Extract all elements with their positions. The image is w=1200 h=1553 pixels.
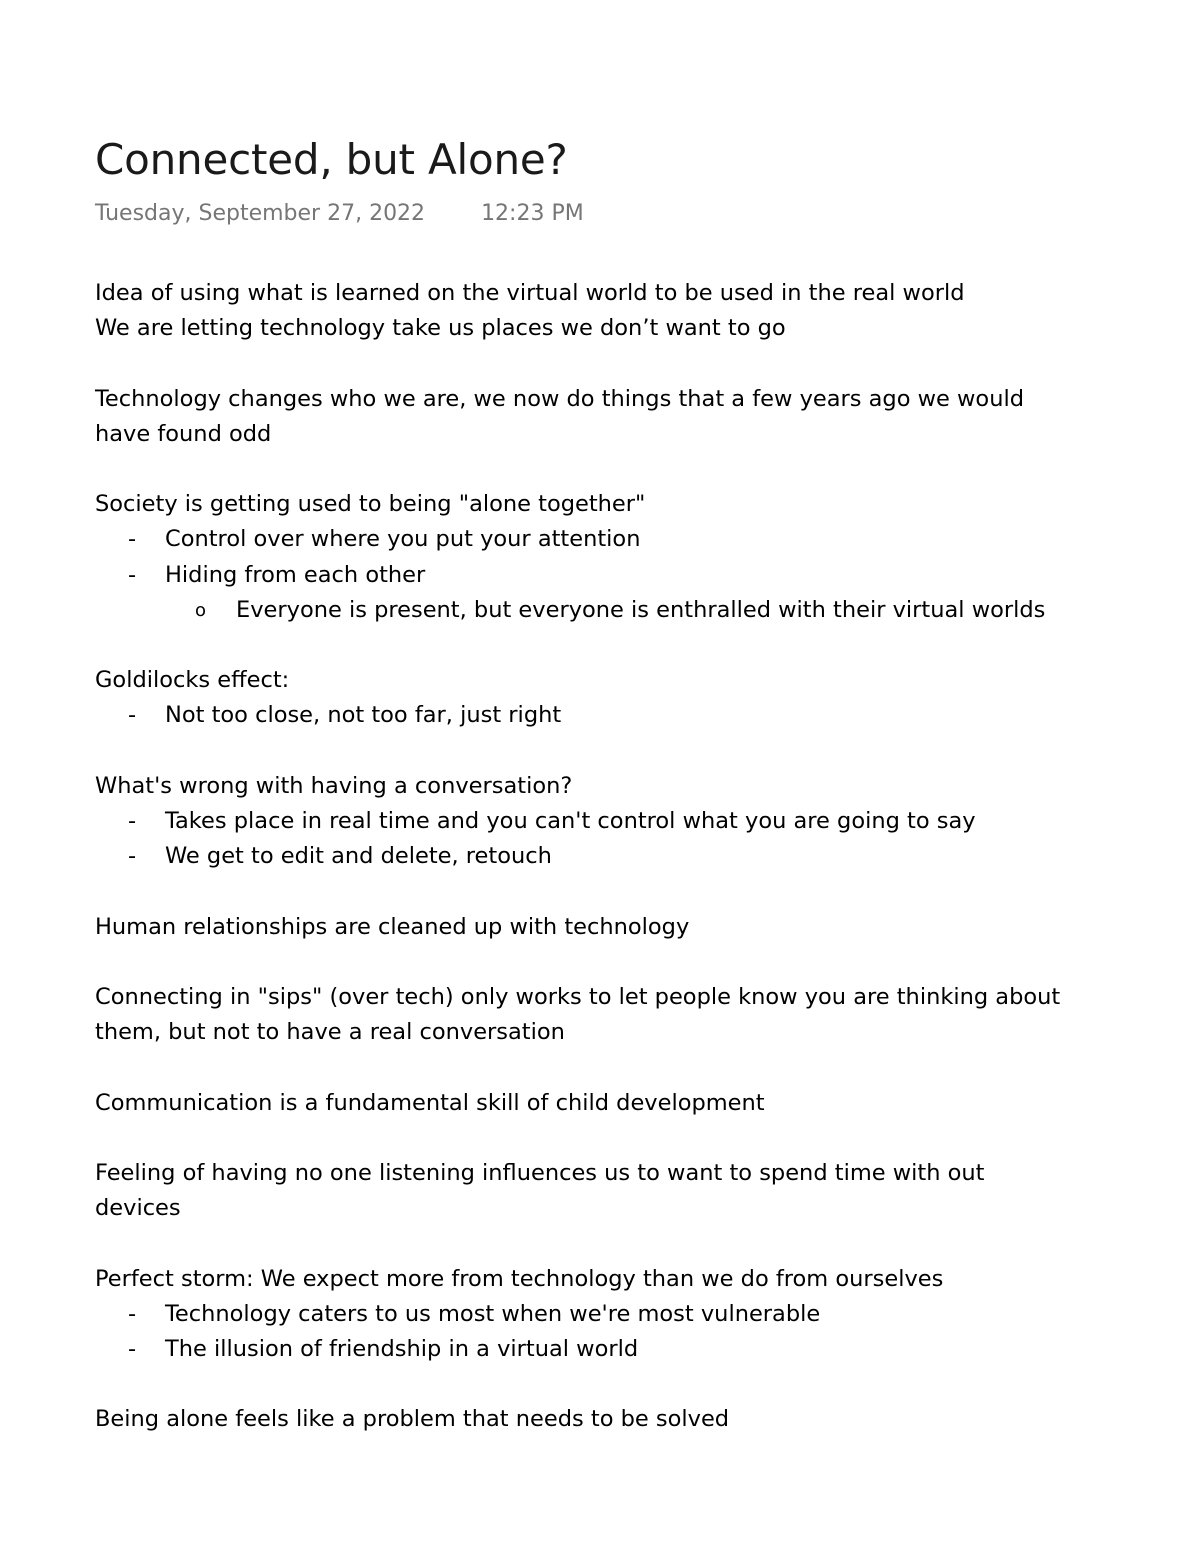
list-item [95,522,1155,557]
dash-bullet: - [128,843,137,870]
blank-line [95,346,1155,381]
list-item [95,1332,1155,1367]
list-item-text: We get to edit and delete, retouch [165,843,552,870]
sub-list-item [95,593,1155,628]
dash-bullet: - [128,702,137,729]
list-item [95,1297,1155,1332]
dash-bullet: - [128,807,137,834]
paragraph: Being alone feels like a problem that needs to be solved [95,1406,730,1433]
paragraph: Goldilocks effect: [95,667,290,694]
blank-line [95,734,1155,769]
list-item-text: Technology caters to us most when we're most vulnerable [165,1300,821,1327]
dash-bullet: - [128,526,137,553]
paragraph: devices [95,1195,181,1222]
dash-bullet: - [128,1335,137,1362]
paragraph: Idea of using what is learned on the virtual world to be used in the real world [95,280,965,306]
paragraph: We are letting technology take us places we don’t want to go [95,315,786,342]
paragraph: Human relationships are cleaned up with technology [95,913,690,940]
page-title: Connected, but Alone? [95,135,568,184]
blank-line [95,1121,1155,1156]
list-item-text: Control over where you put your attention [165,526,641,553]
paragraph: them, but not to have a real conversation [95,1019,565,1046]
blank-line [95,945,1155,980]
paragraph: Feeling of having no one listening influences us to want to spend time with out [95,1159,985,1186]
dash-bullet: - [128,561,137,588]
paragraph: have found odd [95,420,272,447]
note-date: Tuesday, September 27, 2022 [95,201,426,226]
list-item-text: Takes place in real time and you can't control what you are going to say [165,807,976,834]
circle-bullet: o [195,599,207,621]
blank-line [95,452,1155,487]
paragraph: What's wrong with having a conversation? [95,772,573,799]
list-item [95,558,1155,593]
paragraph: Perfect storm: We expect more from technology than we do from ourselves [95,1265,944,1292]
list-item-text: Everyone is present, but everyone is enthralled with their virtual worlds [236,596,1046,623]
blank-line [95,1367,1155,1402]
note-time: 12:23 PM [481,201,584,226]
list-item [95,839,1155,874]
blank-line [95,874,1155,909]
list-item-text: Hiding from each other [165,561,426,588]
note-body [95,276,1155,1438]
note-timestamp [95,199,584,229]
list-item [95,804,1155,839]
paragraph: Connecting in "sips" (over tech) only works to let people know you are thinking about [95,983,1061,1010]
list-item [95,698,1155,733]
paragraph: Society is getting used to being "alone together" [95,491,646,518]
dash-bullet: - [128,1300,137,1327]
paragraph: Communication is a fundamental skill of child development [95,1089,765,1116]
list-item-text: The illusion of friendship in a virtual world [165,1335,639,1362]
blank-line [95,628,1155,663]
list-item-text: Not too close, not too far, just right [165,702,562,729]
blank-line [95,1226,1155,1261]
paragraph: Technology changes who we are, we now do things that a few years ago we would [95,385,1024,412]
blank-line [95,1050,1155,1085]
